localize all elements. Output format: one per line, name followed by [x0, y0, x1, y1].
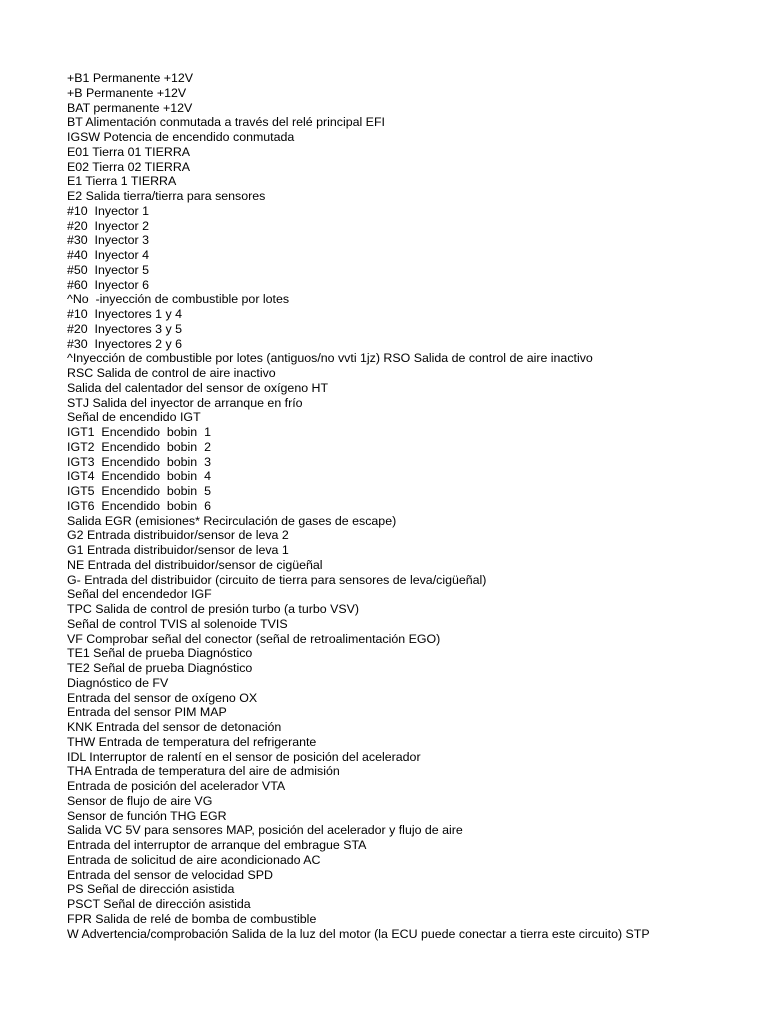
text-line: STJ Salida del inyector de arranque en frío	[67, 395, 303, 410]
text-line: Salida VC 5V para sensores MAP, posición del acelerador y flujo de aire	[67, 823, 463, 838]
text-line: #20 Inyector 2	[67, 218, 149, 233]
document-page	[67, 71, 757, 941]
text-line: NE Entrada del distribuidor/sensor de cigüeñal	[67, 557, 323, 572]
text-line: Salida EGR (emisiones* Recirculación de gases de escape)	[67, 513, 397, 528]
text-line: G2 Entrada distribuidor/sensor de leva 2	[67, 528, 289, 543]
text-line: +B1 Permanente +12V	[67, 71, 194, 85]
text-line: Entrada del interruptor de arranque del embrague STA	[67, 838, 367, 852]
text-line: Entrada del sensor PIM MAP	[67, 705, 227, 720]
text-line: E01 Tierra 01 TIERRA	[67, 144, 191, 159]
text-line: VF Comprobar señal del conector (señal de retroalimentación EGO)	[67, 631, 441, 646]
text-line: #30 Inyector 3	[67, 233, 149, 248]
text-line: BAT permanente +12V	[67, 100, 193, 115]
text-line: IGT4 Encendido bobin 4	[67, 469, 211, 484]
text-line: E02 Tierra 02 TIERRA	[67, 159, 191, 174]
text-line: E1 Tierra 1 TIERRA	[67, 174, 177, 189]
text-line: #60 Inyector 6	[67, 277, 149, 292]
text-line: Entrada de solicitud de aire acondicionado AC	[67, 852, 321, 867]
text-line: IGSW Potencia de encendido conmutada	[67, 130, 295, 144]
text-line: Entrada del sensor de oxígeno OX	[67, 690, 258, 705]
text-line: IGT1 Encendido bobin 1	[67, 425, 211, 439]
text-line: THA Entrada de temperatura del aire de admisión	[67, 764, 340, 779]
text-line: TE2 Señal de prueba Diagnóstico	[67, 661, 253, 675]
text-line: IGT3 Encendido bobin 3	[67, 454, 211, 469]
text-line: KNK Entrada del sensor de detonación	[67, 720, 282, 734]
text-line: Señal de encendido IGT	[67, 410, 201, 425]
text-line: IGT6 Encendido bobin 6	[67, 498, 211, 513]
text-line: #50 Inyector 5	[67, 262, 149, 277]
text-line: Señal del encendedor IGF	[67, 587, 212, 602]
text-line: Sensor de función THG EGR	[67, 808, 227, 823]
text-line: TE1 Señal de prueba Diagnóstico	[67, 646, 253, 661]
text-line: IGT5 Encendido bobin 5	[67, 484, 211, 498]
text-line: Entrada del sensor de velocidad SPD	[67, 867, 273, 882]
text-line: #10 Inyectores 1 y 4	[67, 307, 183, 321]
text-line: #10 Inyector 1	[67, 203, 149, 218]
text-line: Entrada de posición del acelerador VTA	[67, 779, 286, 793]
text-line: ^Inyección de combustible por lotes (antiguos/no vvti 1jz) RSO Salida de control de aire inactivo	[67, 351, 593, 366]
text-line: PSCT Señal de dirección asistida	[67, 897, 251, 911]
text-line: RSC Salida de control de aire inactivo	[67, 366, 276, 380]
text-line: Señal de control TVIS al solenoide TVIS	[67, 616, 288, 631]
text-line: BT Alimentación conmutada a través del relé principal EFI	[67, 115, 385, 130]
text-line: Sensor de flujo de aire VG	[67, 793, 213, 808]
text-line: FPR Salida de relé de bomba de combustible	[67, 911, 317, 926]
text-line: #30 Inyectores 2 y 6	[67, 336, 183, 351]
text-line: Diagnóstico de FV	[67, 675, 169, 690]
text-line: #40 Inyector 4	[67, 248, 149, 262]
text-line: E2 Salida tierra/tierra para sensores	[67, 189, 266, 203]
text-line: IGT2 Encendido bobin 2	[67, 439, 211, 454]
text-line: TPC Salida de control de presión turbo (a turbo VSV)	[67, 602, 360, 616]
text-line: IDL Interruptor de ralentí en el sensor de posición del acelerador	[67, 749, 421, 764]
text-line: PS Señal de dirección asistida	[67, 882, 235, 897]
text-line: W Advertencia/comprobación Salida de la luz del motor (la ECU puede conectar a tierra este circuito) STP	[67, 926, 650, 941]
text-line: G- Entrada del distribuidor (circuito de tierra para sensores de leva/cigüeñal)	[67, 572, 487, 587]
text-line: #20 Inyectores 3 y 5	[67, 321, 183, 336]
text-line: Salida del calentador del sensor de oxígeno HT	[67, 380, 329, 395]
text-line: THW Entrada de temperatura del refrigerante	[67, 734, 317, 749]
text-line: ^No -inyección de combustible por lotes	[67, 292, 290, 307]
text-line: +B Permanente +12V	[67, 85, 187, 100]
text-line: G1 Entrada distribuidor/sensor de leva 1	[67, 543, 289, 557]
